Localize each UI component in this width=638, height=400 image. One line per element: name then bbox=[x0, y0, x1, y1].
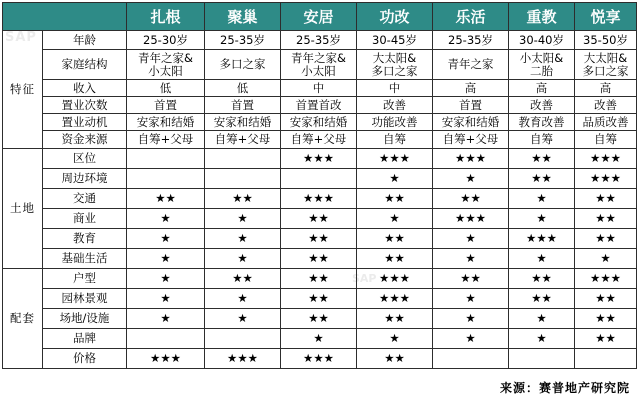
attribute-label: 商业 bbox=[43, 209, 127, 229]
matrix-row bbox=[3, 209, 637, 229]
attribute-label: 置业动机 bbox=[43, 114, 127, 131]
header-corner bbox=[3, 3, 127, 31]
value-cell: 高 bbox=[575, 80, 637, 97]
value-cell: 25-35岁 bbox=[433, 31, 509, 50]
source-note: 来源：赛普地产研究院 bbox=[499, 381, 630, 395]
matrix-row bbox=[3, 269, 637, 289]
attribute-label: 交通 bbox=[43, 189, 127, 209]
star-rating-cell: ★ bbox=[357, 169, 433, 189]
star-rating-cell: ★★ bbox=[281, 289, 357, 309]
star-rating-cell: ★★ bbox=[281, 249, 357, 269]
star-rating-cell: ★ bbox=[433, 229, 509, 249]
star-rating-cell: ★★ bbox=[357, 309, 433, 329]
value-cell: 品质改善 bbox=[575, 114, 637, 131]
group-label: 土地 bbox=[3, 149, 43, 269]
star-rating-cell bbox=[205, 329, 281, 349]
star-rating-cell: ★ bbox=[127, 309, 205, 329]
star-rating-cell: ★ bbox=[509, 329, 575, 349]
star-rating-cell: ★★★ bbox=[205, 349, 281, 369]
attribute-label: 年龄 bbox=[43, 31, 127, 50]
header-persona: 乐活 bbox=[433, 3, 509, 31]
attribute-label: 基础生活 bbox=[43, 249, 127, 269]
star-rating-cell: ★★★ bbox=[357, 289, 433, 309]
star-rating-cell: ★ bbox=[127, 249, 205, 269]
attribute-label: 户型 bbox=[43, 269, 127, 289]
attribute-label: 园林景观 bbox=[43, 289, 127, 309]
star-rating-cell: ★★ bbox=[433, 189, 509, 209]
star-rating-cell bbox=[205, 149, 281, 169]
attribute-label: 周边环境 bbox=[43, 169, 127, 189]
matrix-row bbox=[3, 80, 637, 97]
header-persona: 安居 bbox=[281, 3, 357, 31]
matrix-row bbox=[3, 149, 637, 169]
star-rating-cell: ★★★ bbox=[357, 149, 433, 169]
header-persona: 悦享 bbox=[575, 3, 637, 31]
matrix-row bbox=[3, 189, 637, 209]
star-rating-cell: ★★ bbox=[281, 269, 357, 289]
value-cell: 安家和结婚 bbox=[205, 114, 281, 131]
value-cell: 中 bbox=[357, 80, 433, 97]
star-rating-cell: ★★ bbox=[205, 269, 281, 289]
matrix-row bbox=[3, 329, 637, 349]
value-cell: 功能改善 bbox=[357, 114, 433, 131]
star-rating-cell: ★★ bbox=[357, 229, 433, 249]
value-cell: 高 bbox=[433, 80, 509, 97]
star-rating-cell bbox=[509, 349, 575, 369]
value-cell: 高 bbox=[509, 80, 575, 97]
matrix-row bbox=[3, 169, 637, 189]
value-cell: 自筹+父母 bbox=[281, 131, 357, 149]
star-rating-cell: ★★★ bbox=[281, 349, 357, 369]
matrix-row bbox=[3, 31, 637, 50]
value-cell: 25-30岁 bbox=[127, 31, 205, 50]
matrix-row bbox=[3, 349, 637, 369]
star-rating-cell: ★ bbox=[433, 309, 509, 329]
value-cell: 35-50岁 bbox=[575, 31, 637, 50]
value-cell: 大太阳& 多口之家 bbox=[357, 50, 433, 80]
star-rating-cell: ★★ bbox=[281, 209, 357, 229]
star-rating-cell: ★ bbox=[127, 289, 205, 309]
star-rating-cell: ★★★ bbox=[433, 149, 509, 169]
star-rating-cell: ★ bbox=[575, 249, 637, 269]
attribute-label: 家庭结构 bbox=[43, 50, 127, 80]
value-cell: 首置 bbox=[127, 97, 205, 114]
value-cell: 自筹+父母 bbox=[433, 131, 509, 149]
star-rating-cell: ★★ bbox=[281, 309, 357, 329]
star-rating-cell bbox=[127, 149, 205, 169]
star-rating-cell: ★ bbox=[205, 309, 281, 329]
value-cell: 自筹 bbox=[357, 131, 433, 149]
star-rating-cell: ★★★ bbox=[509, 229, 575, 249]
value-cell: 自筹 bbox=[575, 131, 637, 149]
value-cell: 改善 bbox=[357, 97, 433, 114]
group-label: 配套 bbox=[3, 269, 43, 369]
star-rating-cell: ★★ bbox=[205, 189, 281, 209]
matrix-row bbox=[3, 97, 637, 114]
star-rating-cell: ★ bbox=[127, 229, 205, 249]
value-cell: 青年之家 bbox=[433, 50, 509, 80]
star-rating-cell: ★ bbox=[509, 249, 575, 269]
star-rating-cell: ★★ bbox=[357, 189, 433, 209]
star-rating-cell: ★★★ bbox=[575, 169, 637, 189]
attribute-label: 品牌 bbox=[43, 329, 127, 349]
value-cell: 首置 bbox=[433, 97, 509, 114]
value-cell: 安家和结婚 bbox=[127, 114, 205, 131]
value-cell: 多口之家 bbox=[205, 50, 281, 80]
header-row bbox=[3, 3, 637, 31]
star-rating-cell: ★★ bbox=[575, 229, 637, 249]
value-cell: 低 bbox=[127, 80, 205, 97]
star-rating-cell bbox=[281, 169, 357, 189]
attribute-label: 资金来源 bbox=[43, 131, 127, 149]
star-rating-cell: ★★ bbox=[575, 289, 637, 309]
value-cell: 改善 bbox=[509, 97, 575, 114]
header-persona: 扎根 bbox=[127, 3, 205, 31]
star-rating-cell: ★★★ bbox=[281, 149, 357, 169]
attribute-label: 置业次数 bbox=[43, 97, 127, 114]
star-rating-cell bbox=[205, 169, 281, 189]
star-rating-cell: ★ bbox=[127, 269, 205, 289]
star-rating-cell: ★★ bbox=[575, 329, 637, 349]
star-rating-cell: ★★ bbox=[433, 269, 509, 289]
star-rating-cell: ★ bbox=[433, 249, 509, 269]
star-rating-cell: ★ bbox=[509, 309, 575, 329]
star-rating-cell: ★★ bbox=[509, 289, 575, 309]
star-rating-cell: ★ bbox=[281, 329, 357, 349]
star-rating-cell bbox=[575, 349, 637, 369]
star-rating-cell: ★ bbox=[357, 329, 433, 349]
value-cell: 自筹+父母 bbox=[127, 131, 205, 149]
value-cell: 自筹+父母 bbox=[205, 131, 281, 149]
star-rating-cell: ★★ bbox=[509, 269, 575, 289]
star-rating-cell: ★ bbox=[127, 209, 205, 229]
value-cell: 小太阳& 二胎 bbox=[509, 50, 575, 80]
star-rating-cell: ★★ bbox=[357, 349, 433, 369]
matrix-row bbox=[3, 114, 637, 131]
value-cell: 30-40岁 bbox=[509, 31, 575, 50]
value-cell: 首置首改 bbox=[281, 97, 357, 114]
value-cell: 安家和结婚 bbox=[433, 114, 509, 131]
matrix-row bbox=[3, 289, 637, 309]
star-rating-cell: ★★★ bbox=[433, 209, 509, 229]
attribute-label: 价格 bbox=[43, 349, 127, 369]
star-rating-cell: ★★★ bbox=[575, 269, 637, 289]
attribute-label: 教育 bbox=[43, 229, 127, 249]
watermark-logo: SAP bbox=[5, 30, 37, 45]
star-rating-cell: ★ bbox=[205, 209, 281, 229]
star-rating-cell: ★ bbox=[509, 189, 575, 209]
star-rating-cell bbox=[127, 169, 205, 189]
star-rating-cell: ★ bbox=[433, 169, 509, 189]
star-rating-cell: ★★ bbox=[357, 249, 433, 269]
value-cell: 自筹 bbox=[509, 131, 575, 149]
value-cell: 青年之家& 小太阳 bbox=[127, 50, 205, 80]
watermark-logo: SAP bbox=[352, 272, 377, 285]
star-rating-cell: ★★★ bbox=[575, 149, 637, 169]
star-rating-cell: ★★ bbox=[281, 229, 357, 249]
value-cell: 30-45岁 bbox=[357, 31, 433, 50]
value-cell: 首置 bbox=[205, 97, 281, 114]
value-cell: 安家和结婚 bbox=[281, 114, 357, 131]
star-rating-cell: ★★ bbox=[575, 209, 637, 229]
header-persona: 聚巢 bbox=[205, 3, 281, 31]
header-persona: 重教 bbox=[509, 3, 575, 31]
value-cell: 改善 bbox=[575, 97, 637, 114]
attribute-label: 区位 bbox=[43, 149, 127, 169]
star-rating-cell: ★ bbox=[433, 289, 509, 309]
star-rating-cell: ★ bbox=[357, 209, 433, 229]
value-cell: 大太阳& 多口之家 bbox=[575, 50, 637, 80]
matrix-row bbox=[3, 50, 637, 80]
star-rating-cell bbox=[127, 329, 205, 349]
value-cell: 25-35岁 bbox=[281, 31, 357, 50]
star-rating-cell: ★ bbox=[205, 289, 281, 309]
persona-matrix-table bbox=[2, 2, 637, 369]
group-label: 特征 bbox=[3, 31, 43, 149]
attribute-label: 场地/设施 bbox=[43, 309, 127, 329]
matrix-row bbox=[3, 229, 637, 249]
matrix-row bbox=[3, 131, 637, 149]
header-persona: 功改 bbox=[357, 3, 433, 31]
attribute-label: 收入 bbox=[43, 80, 127, 97]
value-cell: 青年之家& 小太阳 bbox=[281, 50, 357, 80]
star-rating-cell: ★ bbox=[205, 249, 281, 269]
star-rating-cell: ★★★ bbox=[281, 189, 357, 209]
matrix-row bbox=[3, 309, 637, 329]
value-cell: 25-35岁 bbox=[205, 31, 281, 50]
matrix-row bbox=[3, 249, 637, 269]
star-rating-cell: ★ bbox=[205, 229, 281, 249]
star-rating-cell: ★★ bbox=[509, 169, 575, 189]
star-rating-cell: ★★ bbox=[575, 189, 637, 209]
star-rating-cell: ★★★ bbox=[127, 349, 205, 369]
star-rating-cell bbox=[433, 349, 509, 369]
star-rating-cell: ★★★ bbox=[357, 269, 433, 289]
value-cell: 低 bbox=[205, 80, 281, 97]
value-cell: 教育改善 bbox=[509, 114, 575, 131]
star-rating-cell: ★ bbox=[433, 329, 509, 349]
star-rating-cell: ★★ bbox=[509, 149, 575, 169]
value-cell: 中 bbox=[281, 80, 357, 97]
star-rating-cell: ★ bbox=[509, 209, 575, 229]
star-rating-cell: ★★ bbox=[127, 189, 205, 209]
star-rating-cell: ★★ bbox=[575, 309, 637, 329]
